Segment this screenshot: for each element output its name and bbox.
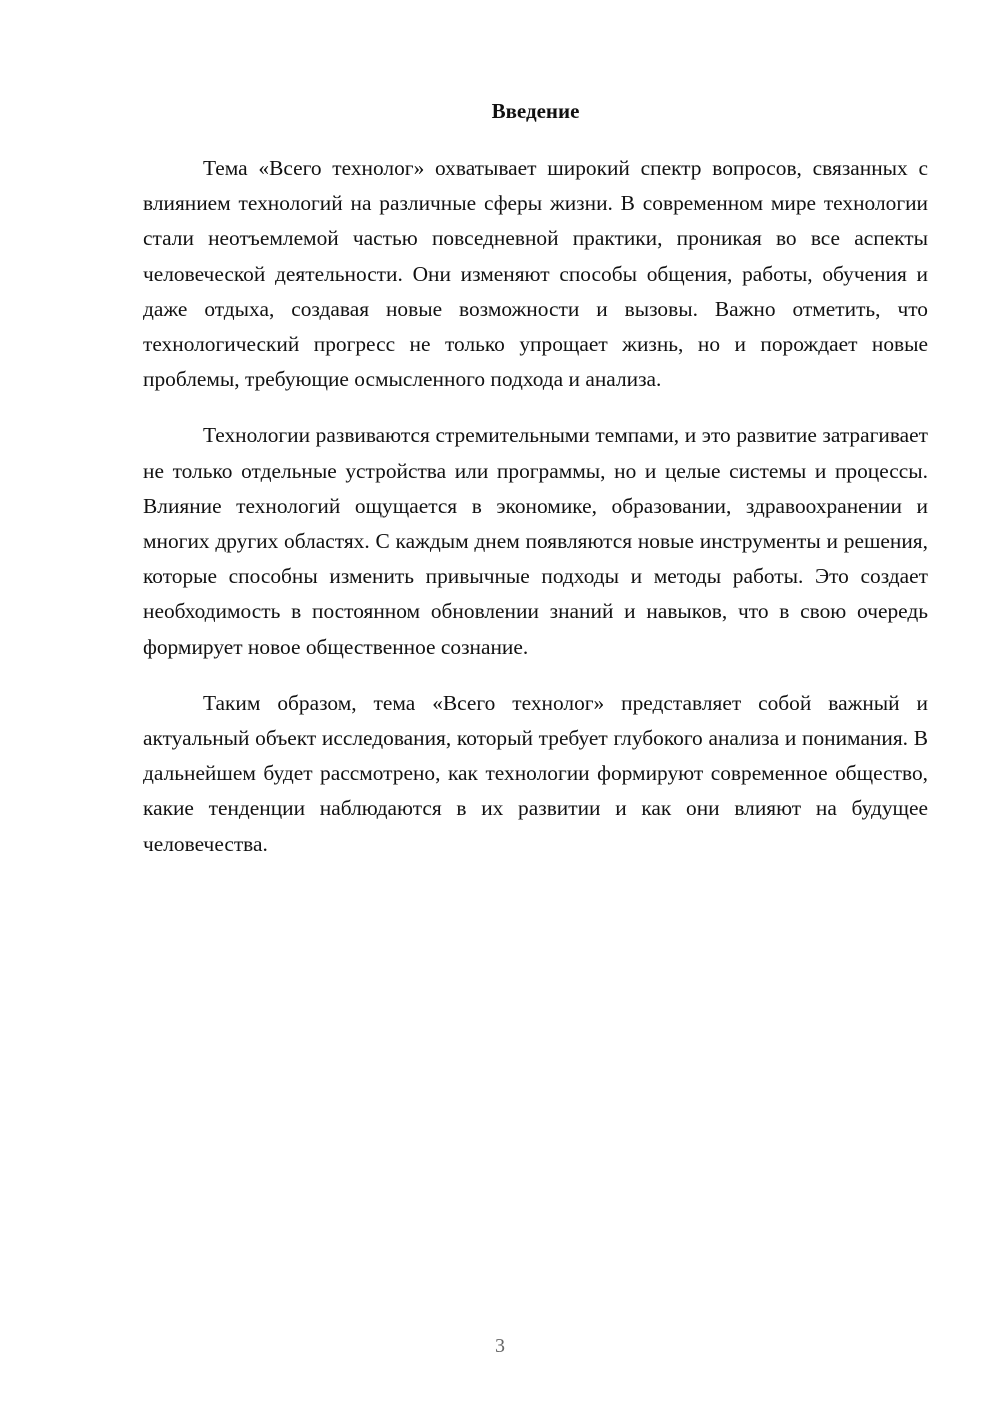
page-number: 3 <box>495 1335 505 1357</box>
paragraph-intro-1: Тема «Всего технолог» охватывает широкий спектр вопросов, связанных с влиянием технологий на различные сферы жизни. В современном мире технологии стали неотъемлемой частью повседневной практики, проникая во все аспекты человеческой деятельности. Они изменяют способы общения, работы, обучения и даже отдыха, создавая новые возможности и вызовы. Важно отметить, что технологический прогресс не только упрощает жизнь, но и порождает новые проблемы, требующие осмысленного подхода и анализа. <box>143 156 928 392</box>
page-content <box>143 97 928 883</box>
paragraph-intro-3: Таким образом, тема «Всего технолог» представляет собой важный и актуальный объект исследования, который требует глубокого анализа и понимания. В дальнейшем будет рассмотрено, как технологии формируют современное общество, какие тенденции наблюдаются в их развитии и как они влияют на будущее человечества. <box>143 690 928 856</box>
section-heading: Введение <box>491 99 580 123</box>
paragraph-intro-2: Технологии развиваются стремительными темпами, и это развитие затрагивает не только отдельные устройства или программы, но и целые системы и процессы. Влияние технологий ощущается в экономике, образовании, здравоохранении и многих других областях. С каждым днем появляются новые инструменты и решения, которые способны изменить привычные подходы и методы работы. Это создает необходимость в постоянном обновлении знаний и навыков, что в свою очередь формирует новое общественное сознание. <box>143 423 928 659</box>
